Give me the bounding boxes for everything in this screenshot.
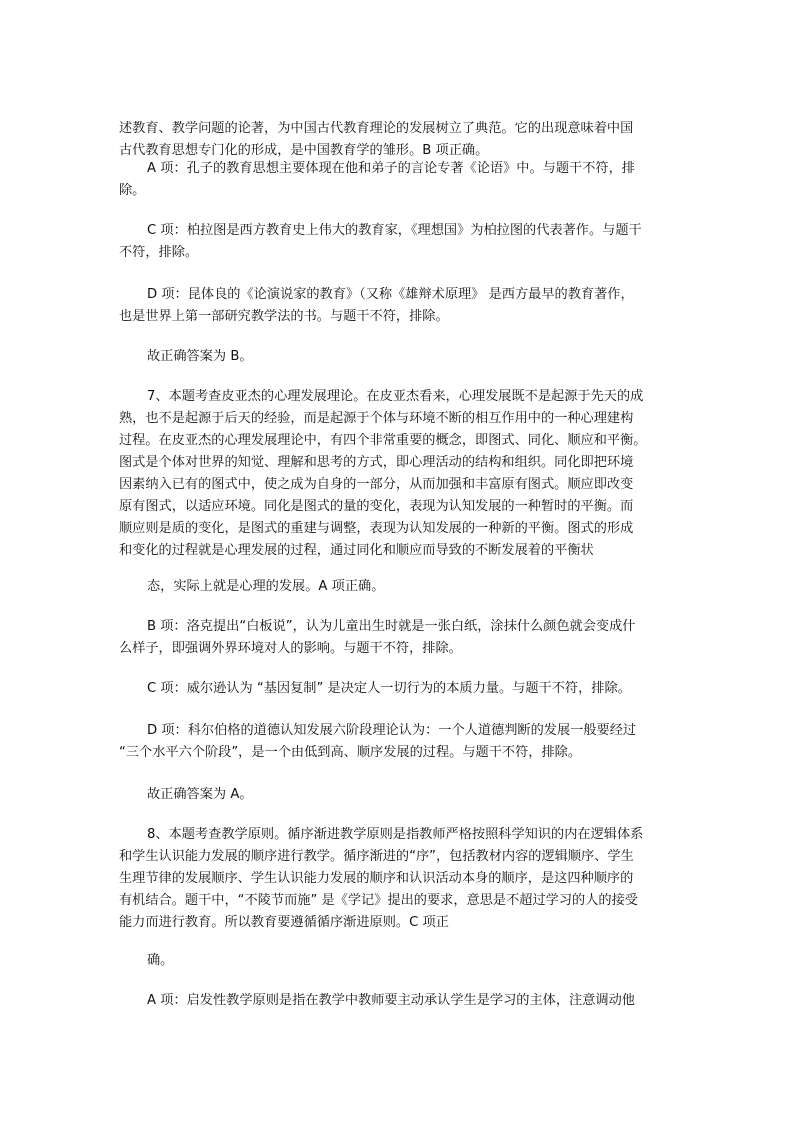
text-line: 古代教育思想专门化的形成，是中国教育学的雏形。B 项正确。 bbox=[119, 143, 489, 158]
paragraph-option-c bbox=[147, 220, 667, 242]
text-line: D 项：昆体良的《论演说家的教育》（又称《雄辩术原理》 是西方最早的教育著作， bbox=[147, 287, 634, 302]
paragraph-answer-6 bbox=[147, 346, 707, 368]
text-line: A 项：孔子的教育思想主要体现在他和弟子的言论专著《论语》中。与题干不符，排 bbox=[147, 161, 635, 176]
paragraph-option-a-cont bbox=[119, 180, 679, 202]
text-line: 确。 bbox=[147, 953, 174, 968]
paragraph-option-a bbox=[147, 158, 667, 180]
text-line: 故正确答案为 B。 bbox=[147, 349, 253, 364]
paragraph-option-c-cont bbox=[119, 242, 679, 264]
paragraph-q7-option-b bbox=[147, 616, 667, 638]
paragraph-q7-option-c bbox=[147, 678, 667, 700]
paragraph-answer-7 bbox=[147, 784, 707, 806]
text-line: 因素纳入已有的图式中，使之成为自身的一部分，从而加强和丰富原有图式。顺应即改变 bbox=[119, 477, 634, 492]
text-line: 7、本题考查皮亚杰的心理发展理论。在皮亚杰看来，心理发展既不是起源于先天的成 bbox=[147, 389, 644, 404]
text-line: 态，实际上就是心理的发展。A 项正确。 bbox=[147, 579, 385, 594]
text-line: D 项：科尔伯格的道德认知发展六阶段理论认为：一个人道德判断的发展一般要经过 bbox=[147, 723, 637, 738]
text-line: 能力而进行教育。所以教育要遵循循序渐进原则。C 项正 bbox=[119, 915, 449, 930]
text-line: C 项：柏拉图是西方教育史上伟大的教育家，《理想国》为柏拉图的代表著作。与题干 bbox=[147, 223, 642, 238]
paragraph-question-8-conclusion bbox=[147, 950, 707, 972]
text-line: 顺应则是质的变化，是图式的重建与调整，表现为认知发展的一种新的平衡。图式的形成 bbox=[119, 521, 634, 536]
paragraph-intro-continuation bbox=[119, 118, 679, 162]
text-line: 熟，也不是起源于后天的经验，而是起源于个体与环境不断的相互作用中的一种心理建构 bbox=[119, 411, 634, 426]
text-line: 么样子，即强调外界环境对人的影响。与题干不符，排除。 bbox=[119, 641, 462, 656]
text-line: “三个水平六个阶段”，是一个由低到高、顺序发展的过程。与题干不符，排除。 bbox=[119, 745, 582, 760]
paragraph-question-7-first bbox=[147, 386, 667, 408]
text-line: 生理节律的发展顺序、学生认识能力发展的顺序和认识活动本身的顺序，是这四种顺序的 bbox=[119, 871, 634, 886]
text-line: C 项：威尔逊认为 “基因复制” 是决定人一切行为的本质力量。与题干不符，排除。 bbox=[147, 681, 631, 696]
text-line: 和变化的过程就是心理发展的过程，通过同化和顺应而导致的不断发展着的平衡状 bbox=[119, 543, 594, 558]
paragraph-question-7 bbox=[119, 408, 679, 562]
text-line: 有机结合。题干中，“不陵节而施” 是《学记》提出的要求，意思是不超过学习的人的接受 bbox=[119, 893, 638, 908]
text-line: A 项：启发性教学原则是指在教学中教师要主动承认学生是学习的主体，注意调动他 bbox=[147, 993, 635, 1008]
text-line: 述教育、教学问题的论著，为中国古代教育理论的发展树立了典范。它的出现意味着中国 bbox=[119, 121, 634, 136]
paragraph-option-d bbox=[147, 284, 667, 306]
text-line: 原有图式，以适应环境。同化是图式的量的变化，表现为认知发展的一种暂时的平衡。而 bbox=[119, 499, 634, 514]
paragraph-q7-option-d-cont bbox=[119, 742, 679, 764]
text-line: B 项：洛克提出“白板说”，认为儿童出生时就是一张白纸，涂抹什么颜色就会变成什 bbox=[147, 619, 636, 634]
paragraph-question-8-first bbox=[147, 824, 667, 846]
text-line: 8、本题考查教学原则。循序渐进教学原则是指教师严格按照科学知识的内在逻辑体系 bbox=[147, 827, 644, 842]
text-line: 过程。在皮亚杰的心理发展理论中，有四个非常重要的概念，即图式、同化、顺应和平衡。 bbox=[119, 433, 647, 448]
paragraph-question-7-conclusion bbox=[147, 576, 707, 598]
paragraph-q7-option-b-cont bbox=[119, 638, 679, 660]
text-line: 和学生认识能力发展的顺序进行教学。循序渐进的“序”，包括教材内容的逻辑顺序、学生 bbox=[119, 849, 634, 864]
text-line: 除。 bbox=[119, 183, 146, 198]
text-line: 也是世界上第一部研究教学法的书。与题干不符，排除。 bbox=[119, 309, 449, 324]
text-line: 图式是个体对世界的知觉、理解和思考的方式，即心理活动的结构和组织。同化即把环境 bbox=[119, 455, 634, 470]
paragraph-q7-option-d bbox=[147, 720, 667, 742]
paragraph-question-8 bbox=[119, 846, 679, 934]
paragraph-option-d-cont bbox=[119, 306, 679, 328]
text-line: 不符，排除。 bbox=[119, 245, 199, 260]
paragraph-q8-option-a bbox=[147, 990, 667, 1012]
text-line: 故正确答案为 A。 bbox=[147, 787, 253, 802]
